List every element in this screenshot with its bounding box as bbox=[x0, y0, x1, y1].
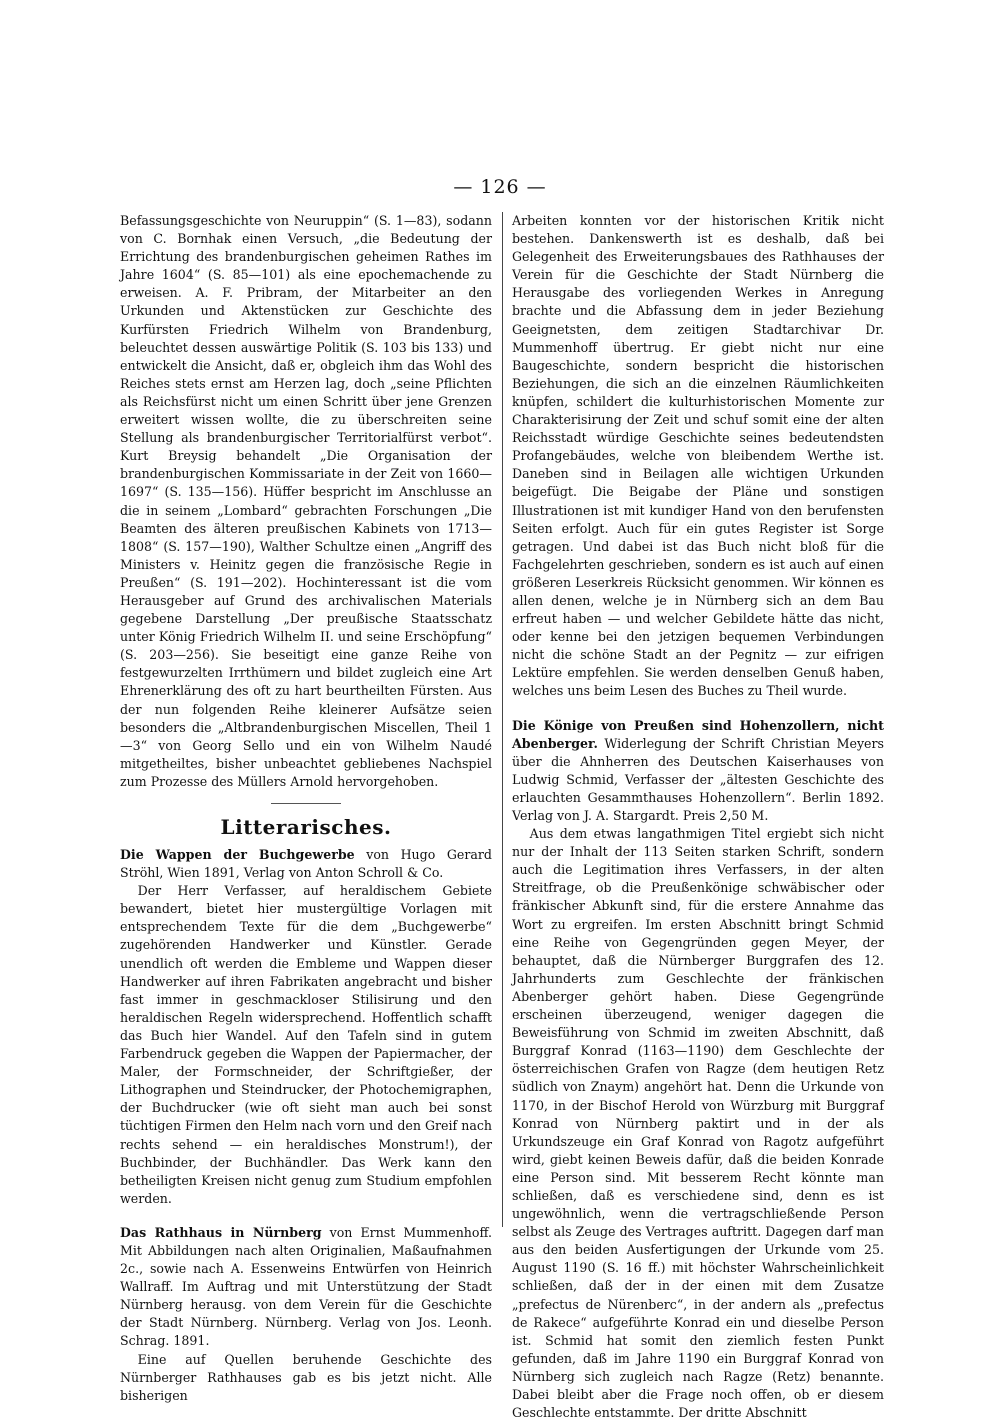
right-column bbox=[512, 212, 884, 1422]
review-header bbox=[512, 717, 884, 826]
section-divider bbox=[271, 803, 341, 804]
review-header bbox=[120, 846, 492, 882]
left-column bbox=[120, 212, 492, 1405]
page-number: — 126 — bbox=[453, 176, 547, 198]
review-text: Aus dem etwas langathmigen Titel ergiebt sich nicht nur der Inhalt der 113 Seiten starken Schrift, sondern auch die Legitimation ihres Verfassers, in der alten Streitfrage, ob die Preußenkönige schwäbischer oder fränkischer Abkunft sind, für die erstere Annahme das Wort zu ergreifen. Im ersten Abschnitt bringt Schmid eine Reihe von Gegengründen gegen Meyer, der behauptet, daß die Nürnberger Burggrafen des 12. Jahrhunderts zum Geschlechte der fränkischen Abenberger gehört haben. Diese Gegengründe erscheinen überzeugend, weniger dagegen die Beweisführung von Schmid im zweiten Abschnitt, daß Burggraf Konrad (1163—1190) dem Geschlechte der österreichischen Grafen von Ragze (dem heutigen Retz südlich von Znaym) angehört hat. Denn die Urkunde von 1170, in der Bischof Herold von Würzburg mit Burggraf Konrad von Nürnberg paktirt und in der als Urkundszeuge ein Graf Konrad von Ragotz aufgeführt wird, giebt keinen Beweis dafür, daß die beiden Konrade eine Person sind. Mit besserem Recht könnte man schließen, daß es verschiedene sind, denn es ist ungewöhnlich, wenn die vertragschließende Person selbst als Zeuge des Vertrages auftritt. Dagegen darf man aus den beiden Ausfertigungen der Urkunde vom 25. August 1190 (S. 16 ff.) mit höchster Wahrscheinlichkeit schließen, daß der in der einen mit dem Zusatze „prefectus de Nürenberc“, in der andern als „prefectus de Rakece“ aufgeführte Konrad ein und dieselbe Person ist. Schmid hat somit den ziemlich festen Punkt gefunden, daß im Jahre 1190 ein Burggraf Konrad von Nürnberg sich zugleich nach Ragze (Retz) benannte. Dabei bleibt aber die Frage noch offen, ob er diesem Geschlechte entstammte. Der dritte Abschnitt bbox=[512, 826, 884, 1421]
body-paragraph: Arbeiten konnten vor der historischen Kritik nicht bestehen. Dankenswerth ist es deshalb, daß bei Gelegenheit des Erweiterungsbaues des Rathhauses der Verein für die Geschichte der Stadt Nürnberg die Herausgabe des vorliegenden Werkes in Anregung brachte und die Abfassung dem in jeder Beziehung Geeignetsten, dem zeitigen Stadtarchivar Dr. Mummenhoff übertrug. Er giebt nicht nur eine Baugeschichte, sondern bespricht die historischen Beziehungen, die sich an die einzelnen Räumlichkeiten knüpfen, schildert die kulturhistorischen Momente zur Charakterisirung der Zeit und schuf somit eine der alten Reichsstadt würdige Geschichte seines bedeutendsten Profangebäudes, welche von bleibendem Werthe ist. Daneben sind in Beilagen alle wichtigen Urkunden beigefügt. Die Beigabe der Pläne und sonstigen Illustrationen ist mit kundiger Hand von den berufensten Seiten erfolgt. Auch für ein gutes Register ist Sorge getragen. Und dabei ist das Buch nicht bloß für die Fachgelehrten geschrieben, sondern es ist auch auf einen größeren Leserkreis Rücksicht genommen. Wir können es allen denen, welche je in Nürnberg sich an dem Bau erfreut haben — und welcher Gebildete hätte das nicht, oder kenne bei den jetzigen bequemen Verbindungen nicht die schöne Stadt an der Pegnitz — zur eifrigen Lektüre empfehlen. Sie werden denselben Genuß haben, welches uns beim Lesen des Buches zu Theil wurde. bbox=[512, 213, 884, 699]
review-meta: von Ernst Mummenhoff. Mit Abbildungen nach alten Originalien, Maßaufnahmen 2c., sowie nach A. Essenweins Entwürfen von Heinrich Wallraff. Im Auftrag und mit Unterstützung der Stadt Nürnberg herausg. von dem Verein für die Geschichte der Stadt Nürnberg. Nürnberg. Verlag von Jos. Leonh. Schrag. 1891. bbox=[120, 1224, 492, 1349]
column-divider bbox=[502, 212, 503, 1227]
review-title: Die Wappen der Buchgewerbe bbox=[120, 847, 355, 862]
review-header bbox=[120, 1224, 492, 1351]
review-title: Die Könige von Preußen sind Hohenzollern, nicht Abenberger. bbox=[512, 717, 884, 751]
section-heading: Litterarisches. bbox=[220, 815, 392, 839]
review-meta: Widerlegung der Schrift Christian Meyers über die Ahnherren des Deutschen Kaiserhauses von Ludwig Schmid, Verfasser der „ältesten Geschichte des erlauchten Gesammthauses Hohenzollern“. Berlin 1892. Verlag von J. A. Stargardt. Preis 2,50 M. bbox=[512, 735, 884, 823]
review-text: Eine auf Quellen beruhende Geschichte des Nürnberger Rathhauses gab es bis jetzt nicht. Alle bisherigen bbox=[120, 1351, 492, 1403]
review-title: Das Rathhaus in Nürnberg bbox=[120, 1224, 322, 1240]
review-meta: von Hugo Gerard Ströhl, Wien 1891, Verlag von Anton Schroll & Co. bbox=[120, 847, 492, 881]
body-paragraph: Befassungsgeschichte von Neuruppin“ (S. 1—83), sodann von C. Bornhak einen Versuch, „die Bedeutung der Errichtung des brandenburgischen geheimen Rathes im Jahre 1604“ (S. 85—101) als eine epochemachende zu erweisen. A. F. Pribram, der Mitarbeiter an den Urkunden und Aktenstücken zur Geschichte des Kurfürsten Friedrich Wilhelm von Brandenburg, beleuchtet dessen auswärtige Politik (S. 103 bis 133) und entwickelt die Ansicht, daß er, obgleich ihm das Wohl des Reiches stets ernst am Herzen lag, doch „seine Pflichten als Reichsfürst nicht um einen Schritt über jene Grenzen erweitert wissen wollte, die zu überschreiten seine Stellung als brandenburgischer Territorialfürst verbot“. Kurt Breysig behandelt „Die Organisation der brandenburgischen Kommissariate in der Zeit von 1660—1697“ (S. 135—156). Hüffer bespricht im Anschlusse an die in seinem „Lombard“ gebrachten Forschungen „Die Beamten des älteren preußischen Kabinets von 1713—1808“ (S. 157—190), Walther Schultze einen „Angriff des Ministers v. Heinitz gegen die französische Regie in Preußen“ (S. 191—202). Hochinteressant ist die vom Herausgeber auf Grund des archivalischen Materials gegebene Darstellung „Der preußische Staatsschatz unter König Friedrich Wilhelm II. und seine Erschöpfung“ (S. 203—256). Sie beseitigt eine ganze Reihe von festgewurzelten Irrthümern und bildet zugleich eine Art Ehrenerklärung des oft zu hart beurtheilten Fürsten. Aus der nun folgenden Reihe kleinerer Aufsätze seien besonders die „Altbrandenburgischen Miscellen, Theil 1—3“ von Georg Sello und ein von Wilhelm Naudé mitgetheiltes, bisher unbeachtet gebliebenes Nachspiel zum Prozesse des Müllers Arnold hervorgehoben. bbox=[120, 213, 492, 789]
review-text: Der Herr Verfasser, auf heraldischem Gebiete bewandert, bietet hier mustergültige Vorlagen mit entsprechendem Texte für die dem „Buchgewerbe“ zugehörenden Handwerker und Künstler. Gerade unendlich oft werden die Embleme und Wappen dieser Handwerker auf ihren Fabrikaten angebracht und bisher fast immer in geschmackloser Stilisirung und den heraldischen Regeln widersprechend. Hoffentlich schafft das Buch hier Wandel. Auf den Tafeln sind in gutem Farbendruck gegeben die Wappen der Papiermacher, der Maler, der Formschneider, der Schriftgießer, der Lithographen und Steindrucker, der Photochemigraphen, der Buchdrucker (wie oft sieht man auch bei sonst tüchtigen Firmen den Helm nach vorn und den Greif nach rechts sehend — ein heraldisches Monstrum!), der Buchbinder, der Buchhändler. Das Werk kann den betheiligten Kreisen nicht genug zum Studium empfohlen werden. bbox=[120, 883, 492, 1206]
